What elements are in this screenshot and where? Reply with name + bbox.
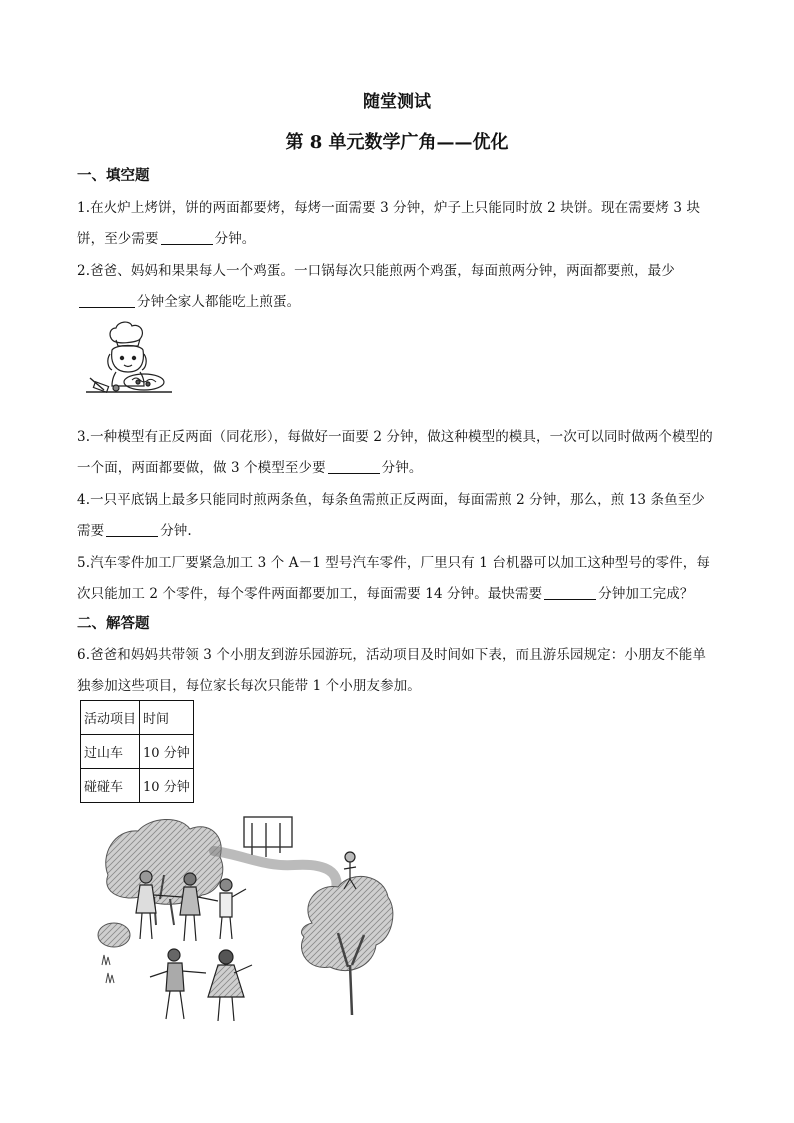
table-cell: 过山车 xyxy=(81,735,140,769)
question-5: 5.汽车零件加工厂要紧急加工 3 个 A－1 型号汽车零件，厂里只有 1 台机器可以加工这种型号的零件，每次只能加工 2 个零件，每个零件两面都要加工，每面需要 14 分钟。最快需要 分钟加工完成？ xyxy=(77,555,710,602)
answer-blank xyxy=(328,459,380,474)
table-cell: 10 分钟 xyxy=(140,769,194,803)
table-header-row xyxy=(81,701,194,735)
table-row xyxy=(81,735,194,769)
answer-blank xyxy=(79,293,135,308)
section-heading-fill-in: 一、填空题 xyxy=(77,167,150,184)
table-cell: 10 分钟 xyxy=(140,735,194,769)
table-header-cell: 时间 xyxy=(140,701,194,735)
question-6: 6.爸爸和妈妈共带领 3 个小朋友到游乐园游玩，活动项目及时间如下表，而且游乐园规定：小朋友不能单独参加这些项目，每位家长每次只能带 1 个小朋友参加。 xyxy=(77,647,706,694)
table-cell: 碰碰车 xyxy=(81,769,140,803)
question-1: 1.在火炉上烤饼，饼的两面都要烤，每烤一面需要 3 分钟，炉子上只能同时放 2 块饼。现在需要烤 3 块饼，至少需要 分钟。 xyxy=(77,200,701,247)
answer-blank xyxy=(161,230,213,245)
amusement-park-illustration xyxy=(94,815,394,1025)
page-subtitle: 第 8 单元数学广角——优化 xyxy=(285,132,509,153)
answer-blank xyxy=(106,522,158,537)
page-title: 随堂测试 xyxy=(363,92,431,112)
chef-girl-illustration xyxy=(82,320,174,402)
activity-table xyxy=(80,700,194,803)
table-header-cell: 活动项目 xyxy=(81,701,140,735)
question-3: 3.一种模型有正反两面（同花形），每做好一面要 2 分钟，做这种模型的模具，一次可以同时做两个模型的一个面，两面都要做，做 3 个模型至少要 分钟。 xyxy=(77,429,713,476)
section-heading-solve: 二、解答题 xyxy=(77,615,150,632)
question-2: 2.爸爸、妈妈和果果每人一个鸡蛋。一口锅每次只能煎两个鸡蛋，每面煎两分钟，两面都要煎，最少分钟全家人都能吃上煎蛋。 xyxy=(77,263,675,310)
question-4: 4.一只平底锅上最多只能同时煎两条鱼，每条鱼需煎正反两面，每面需煎 2 分钟，那么，煎 13 条鱼至少需要 分钟. xyxy=(77,492,705,539)
answer-blank xyxy=(544,585,596,600)
table-row xyxy=(81,769,194,803)
